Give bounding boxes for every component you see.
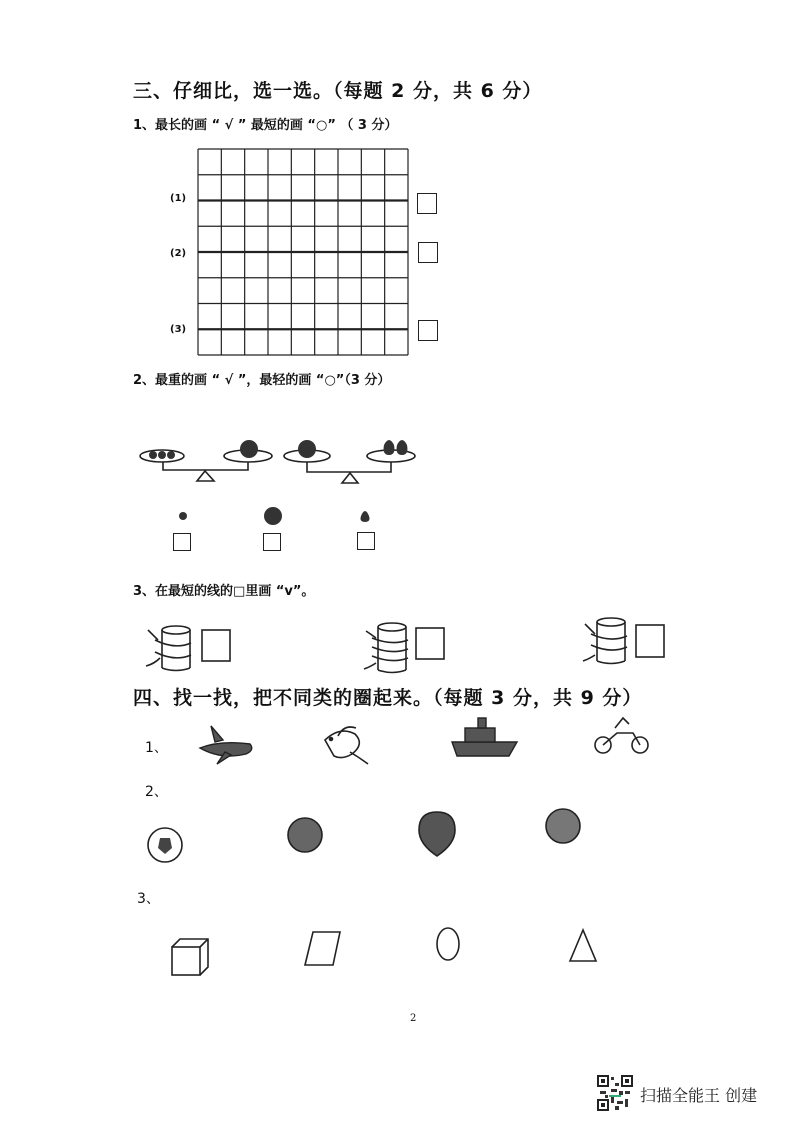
airplane-icon	[200, 726, 252, 764]
globe-icon	[546, 809, 580, 843]
ship-icon	[452, 718, 517, 756]
grid-label-3: (3)	[170, 324, 187, 335]
soccer-ball-icon	[148, 828, 182, 862]
grid-label-1: (1)	[170, 193, 187, 204]
textured-ball-icon	[288, 818, 322, 852]
triangle-icon	[570, 930, 596, 961]
motorcycle-icon	[595, 718, 648, 753]
cube-icon	[172, 939, 208, 975]
qr-code-icon	[597, 1075, 633, 1111]
item-2-label: 2、	[145, 784, 168, 800]
item-1-label: 1、	[145, 740, 168, 756]
parallelogram-icon	[305, 932, 340, 965]
page-number: 2	[410, 1013, 417, 1024]
question-1-text: 1、最长的画 “ √ ” 最短的画 “○” （ 3 分）	[133, 118, 398, 133]
bird-icon	[325, 727, 368, 764]
question-3-text: 3、在最短的线的□里画 “v”。	[133, 584, 315, 599]
balloon-icon	[419, 812, 455, 856]
oval-icon	[437, 928, 459, 960]
section-4-title: 四、找一找，把不同类的圈起来。（每题 3 分，共 9 分）	[133, 687, 643, 709]
item-3-label: 3、	[137, 891, 160, 907]
grid-label-2: (2)	[170, 248, 187, 259]
question-2-text: 2、最重的画 “ √ ”，最轻的画 “○”（3 分）	[133, 373, 391, 388]
scanner-watermark-text: 扫描全能王 创建	[640, 1086, 758, 1105]
section-3-title: 三、仔细比，选一选。（每题 2 分，共 6 分）	[133, 80, 543, 102]
